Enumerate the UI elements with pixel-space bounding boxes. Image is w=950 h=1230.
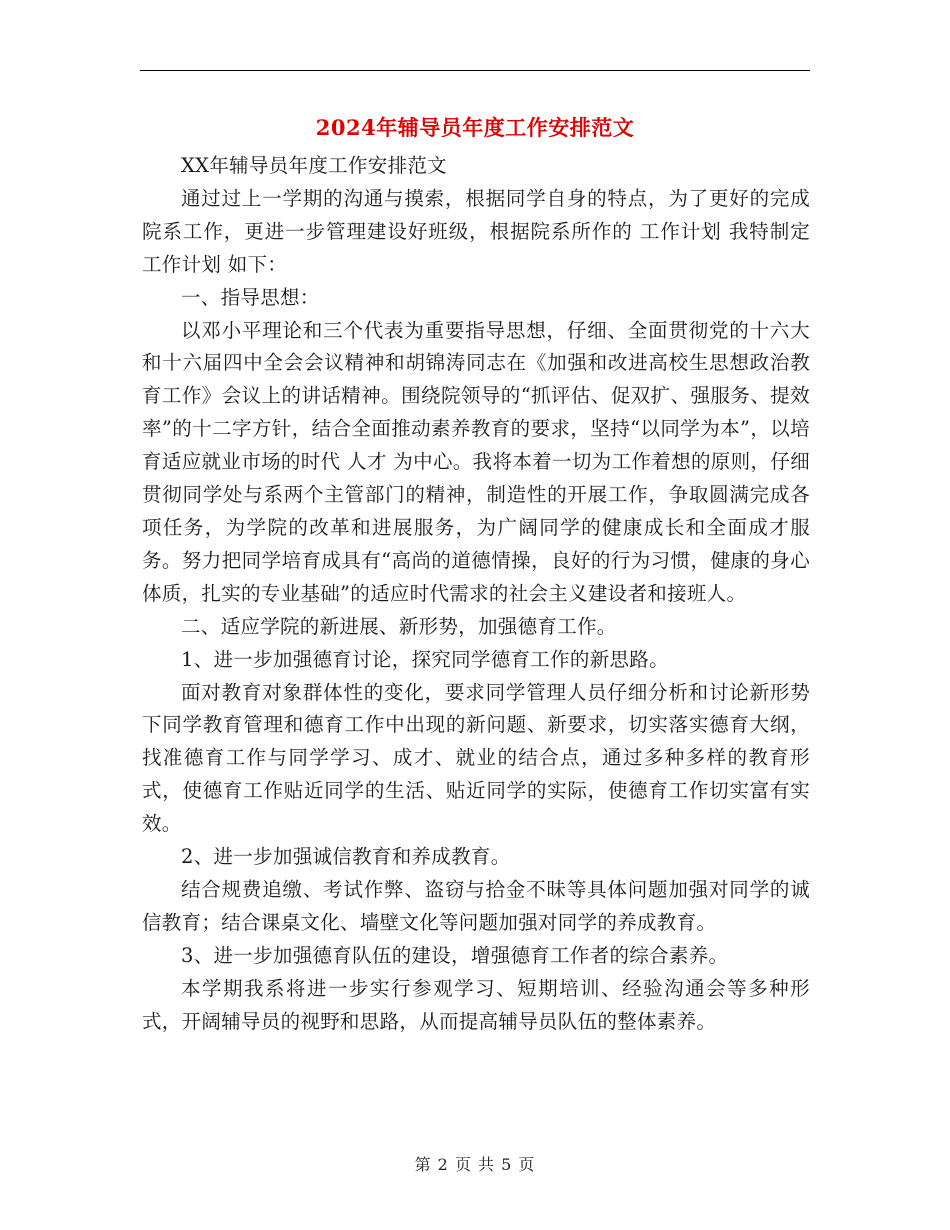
page-footer (0, 1152, 950, 1175)
header-rule (140, 70, 810, 71)
paragraph-moral-research: 面对教育对象群体性的变化，要求同学管理人员仔细分析和讨论新形势下同学教育管理和德育工作中出现的新问题、新要求，切实落实德育大纲，找准德育工作与同学学习、成才、就业的结合点，通过多种多样的教育形式，使德育工作贴近同学的生活、贴近同学的实际，使德育工作切实富有实效。 (142, 680, 810, 836)
subheading-2: 2、进一步加强诚信教育和养成教育。 (181, 845, 511, 869)
document-title: 2024年辅导员年度工作安排范文 (315, 115, 635, 140)
section-heading-2: 二、适应学院的新进展、新形势，加强德育工作。 (181, 614, 617, 638)
subheading-1: 1、进一步加强德育讨论，探究同学德育工作的新思路。 (181, 647, 669, 671)
document-body (142, 150, 810, 1038)
section-heading-1: 一、指导思想： (181, 285, 320, 309)
paragraph-team-building: 本学期我系将进一步实行参观学习、短期培训、经验沟通会等多种形式，开阔辅导员的视野和思路，从而提高辅导员队伍的整体素养。 (142, 976, 810, 1033)
subheading-3: 3、进一步加强德育队伍的建设，增强德育工作者的综合素养。 (181, 943, 729, 967)
paragraph-intro: 通过过上一学期的沟通与摸索，根据同学自身的特点，为了更好的完成院系工作，更进一步管理建设好班级，根据院系所作的 工作计划 我特制定 工作计划 如下： (142, 186, 810, 276)
paragraph-guiding-thought: 以邓小平理论和三个代表为重要指导思想，仔细、全面贯彻党的十六大和十六届四中全会会议精神和胡锦涛同志在《加强和改进高校生思想政治教育工作》会议上的讲话精神。围绕院领导的“抓评估、促双扩、强服务、提效率”的十二字方针，结合全面推动素养教育的要求，坚持“以同学为本”，以培育适应就业市场的时代 人才 为中心。我将本着一切为工作着想的原则，仔细贯彻同学处与系两个主管部门的精神，制造性的开展工作，争取圆满完成各项任务，为学院的改革和进展服务，为广阔同学的健康成长和全面成才服务。努力把同学培育成具有“高尚的道德情操，良好的行为习惯，健康的身心体质，扎实的专业基础”的适应时代需求的社会主义建设者和接班人。 (142, 318, 810, 605)
paragraph-subtitle: XX年辅导员年度工作安排范文 (181, 154, 447, 177)
page-number: 第 2 页 共 5 页 (414, 1155, 536, 1174)
paragraph-integrity: 结合规费追缴、考试作弊、盗窃与拾金不昧等具体问题加强对同学的诚信教育；结合课桌文化、墙壁文化等问题加强对同学的养成教育。 (142, 877, 810, 934)
